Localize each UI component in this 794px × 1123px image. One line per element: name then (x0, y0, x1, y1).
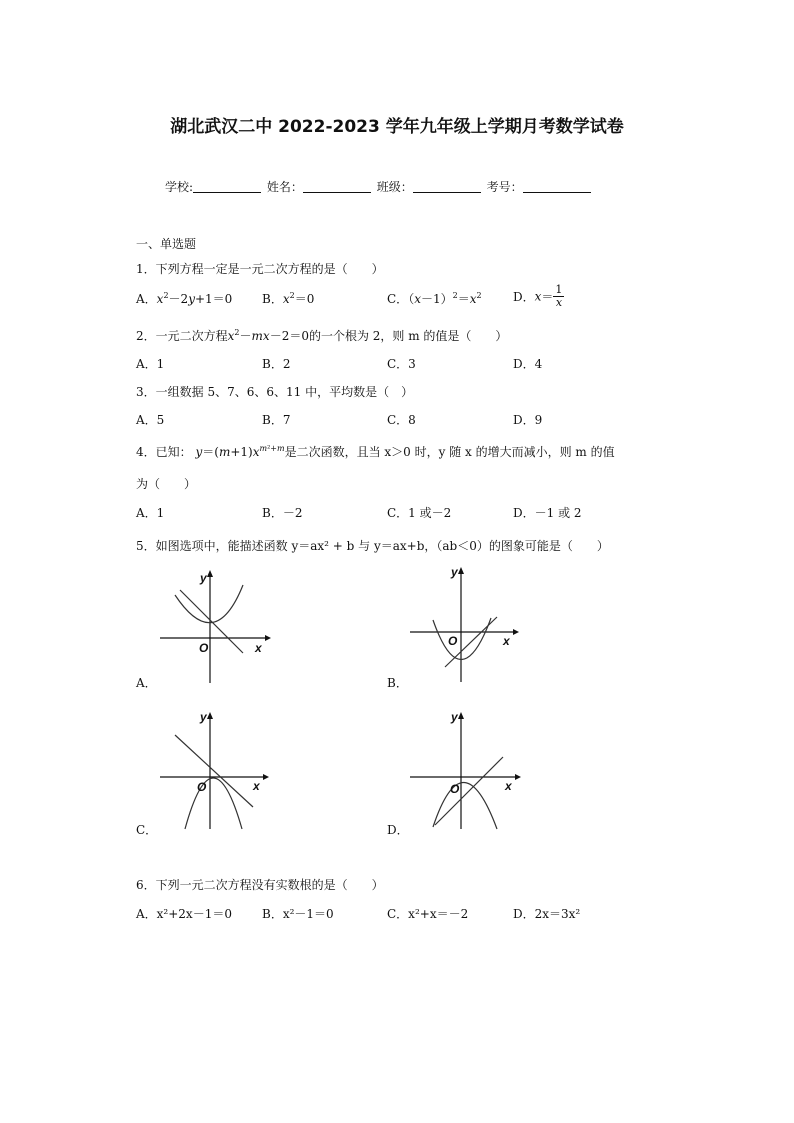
straight-line (435, 757, 503, 825)
question-2-stem: 2．一元二次方程$x^2-mx-2=0$的一个根为 2，则 m 的值是（ ） (136, 328, 508, 343)
name-blank[interactable] (303, 180, 371, 193)
parabola (433, 618, 491, 660)
y-axis-label: y (451, 710, 458, 724)
number-label: 考号： (486, 180, 523, 194)
x-axis-label: x (505, 779, 512, 793)
q5-graph-d[interactable] (405, 707, 523, 832)
x-axis-label: x (255, 641, 262, 655)
y-axis-arrow (207, 712, 213, 719)
q2-option-b[interactable]: B．2 (262, 357, 291, 371)
school-label: 学校: (165, 180, 194, 194)
option-letter: A． (136, 292, 157, 306)
school-blank[interactable] (193, 180, 261, 193)
q4-option-c[interactable]: C．1 或－2 (387, 506, 452, 520)
question-5-stem: 5．如图选项中，能描述函数 y＝ax² + b 与 y＝ax+b，（ab＜0）的图象可能是（ ） (136, 539, 609, 553)
question-6-stem: 6．下列一元二次方程没有实数根的是（ ） (136, 878, 384, 892)
y-axis-label: y (200, 710, 207, 724)
origin-label: O (448, 634, 458, 648)
y-axis-label: y (451, 565, 458, 579)
origin-label: O (199, 641, 209, 655)
parabola (185, 778, 242, 829)
q3-option-b[interactable]: B．7 (262, 413, 291, 427)
option-letter: C． (387, 292, 409, 306)
q5-option-a-label[interactable]: A． (136, 676, 157, 690)
q2-stem-post: 的一个根为 2，则 m 的值是（ ） (308, 329, 508, 343)
q4-option-d[interactable]: D．－1 或 2 (513, 506, 582, 520)
q1-option-d[interactable]: D．x＝ $\frac{1}{x}$ (513, 283, 563, 309)
q1-option-a[interactable]: A．$x^2-2y+1=0$ (136, 291, 233, 306)
q6-option-b[interactable]: B．x²－1＝0 (262, 907, 334, 921)
x-axis-label: x (253, 779, 260, 793)
x-axis-label: x (503, 634, 510, 648)
class-blank[interactable] (413, 180, 481, 193)
q2-stem-pre: 2．一元二次方程 (136, 329, 228, 343)
page-title: 湖北武汉二中 2022-2023 学年九年级上学期月考数学试卷 (170, 117, 624, 137)
q3-option-c[interactable]: C．8 (387, 413, 416, 427)
parabola (175, 585, 243, 623)
q5-graph-b[interactable] (405, 562, 520, 684)
q4-stem-pre: 4．已知： (136, 445, 192, 459)
q5-option-b-label[interactable]: B． (387, 676, 408, 690)
question-1-stem: 1．下列方程一定是一元二次方程的是（ ） (136, 262, 384, 276)
q5-graph-c[interactable] (155, 707, 270, 832)
y-axis-arrow (458, 712, 464, 719)
origin-label: O (197, 780, 207, 794)
q1-option-b[interactable]: B．$x^2=0$ (262, 291, 315, 306)
question-3-stem: 3．一组数据 5、7、6、6、11 中，平均数是（ ） (136, 385, 414, 399)
q6-option-c[interactable]: C．x²+x＝－2 (387, 907, 469, 921)
q2-option-a[interactable]: A．1 (136, 357, 165, 371)
q4-option-a[interactable]: A．1 (136, 506, 165, 520)
parabola (433, 782, 497, 829)
x-axis-arrow (515, 774, 521, 780)
section-heading: 一、单选题 (136, 237, 197, 251)
student-info-line (165, 178, 593, 195)
x-axis-arrow (263, 774, 269, 780)
class-label: 班级： (376, 180, 413, 194)
q3-option-d[interactable]: D．9 (513, 413, 543, 427)
q1-option-c[interactable]: C．$(x-1)^2=x^2$ (387, 291, 482, 306)
option-letter: B． (262, 292, 283, 306)
q5-option-c-label[interactable]: C． (136, 823, 158, 837)
q6-option-a[interactable]: A．x²+2x－1＝0 (136, 907, 232, 921)
x-axis-arrow (265, 635, 271, 641)
q2-option-d[interactable]: D．4 (513, 357, 543, 371)
y-axis-label: y (200, 571, 207, 585)
y-axis-arrow (207, 570, 213, 577)
q4-stem-post: 是二次函数，且当 x＞0 时，y 随 x 的增大而减小，则 m 的值 (284, 445, 615, 459)
number-blank[interactable] (523, 180, 591, 193)
q2-option-c[interactable]: C．3 (387, 357, 416, 371)
name-label: 姓名： (266, 180, 303, 194)
origin-label: O (450, 782, 460, 796)
q6-option-d[interactable]: D．2x＝3x² (513, 907, 581, 921)
straight-line (175, 735, 253, 807)
y-axis-arrow (458, 567, 464, 574)
straight-line (180, 590, 243, 653)
q5-graph-a[interactable] (155, 565, 270, 685)
option-letter: D． (513, 290, 535, 304)
fraction: $\frac{1}{x}$ (555, 283, 563, 309)
question-4-stem: 4．已知： $y=(m+1)x^{m^2+m}$是二次函数，且当 x＞0 时，y 随 x 的增大而减小，则 m 的值 (136, 444, 615, 459)
q5-option-d-label[interactable]: D． (387, 823, 409, 837)
q3-option-a[interactable]: A．5 (136, 413, 165, 427)
q4-option-b[interactable]: B．－2 (262, 506, 303, 520)
question-4-line2: 为（ ） (136, 477, 197, 491)
x-axis-arrow (513, 629, 519, 635)
